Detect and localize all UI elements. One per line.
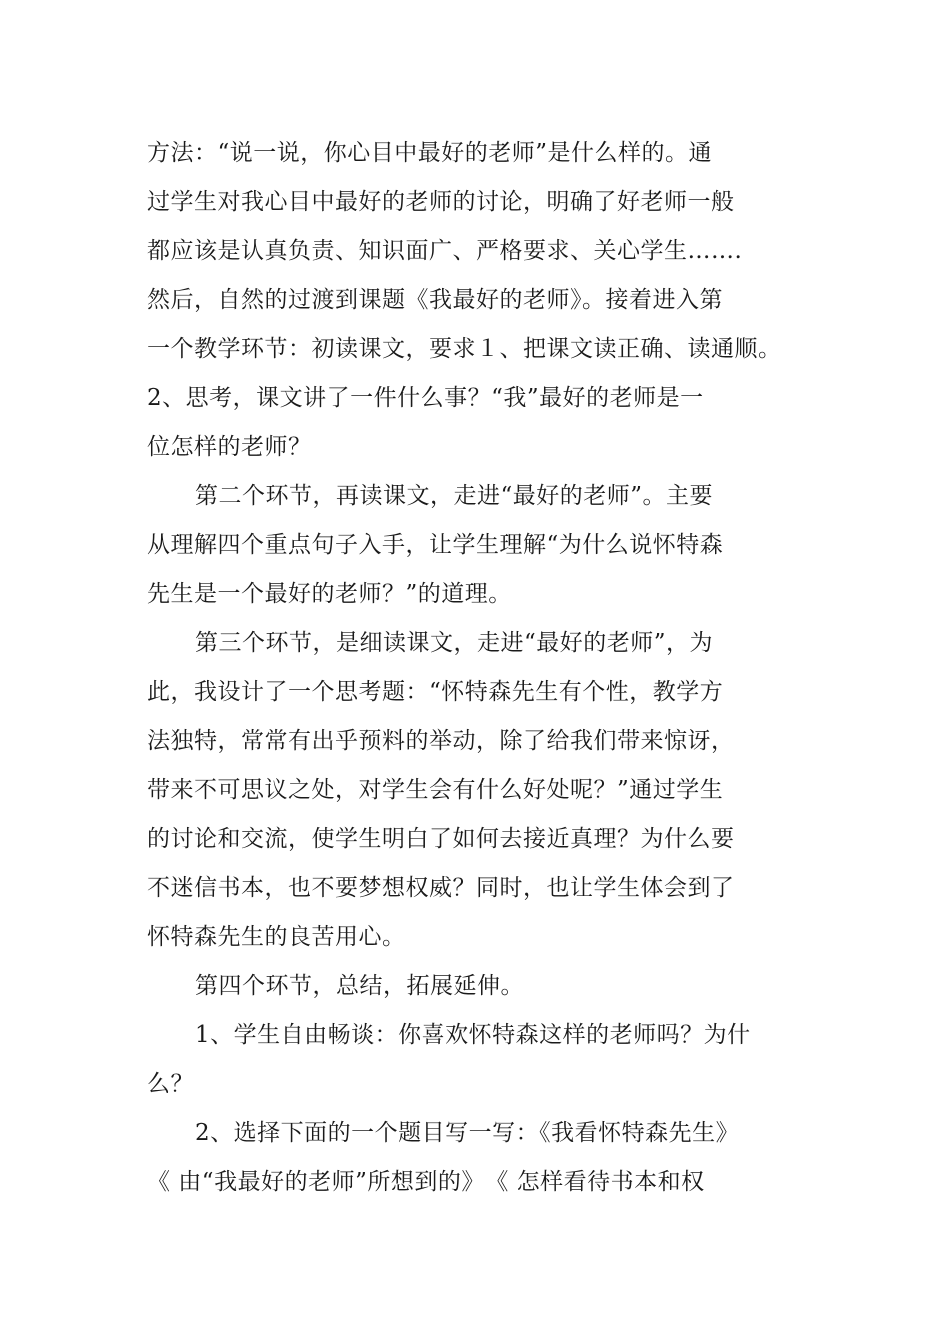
text-line: 2、思考，课文讲了一件什么事？“我”最好的老师是一 xyxy=(147,385,704,411)
paragraph-first-line: 第三个环节，是细读课文，走进“最好的老师”，为 xyxy=(195,630,714,656)
text-line: 都应该是认真负责、知识面广、严格要求、关心学生……. xyxy=(147,238,743,264)
text-line: 不迷信书本，也不要梦想权威？同时，也让学生体会到了 xyxy=(147,875,735,901)
paragraph-first-line: 第二个环节，再读课文，走进“最好的老师”。主要 xyxy=(195,483,714,509)
text-line: 的讨论和交流，使学生明白了如何去接近真理？为什么要 xyxy=(147,826,735,852)
text-line: 先生是一个最好的老师？”的道理。 xyxy=(147,581,512,607)
text-line: 过学生对我心目中最好的老师的讨论，明确了好老师一般 xyxy=(147,189,735,215)
paragraph-first-line: 1、学生自由畅谈：你喜欢怀特森这样的老师吗？为什 xyxy=(195,1022,751,1048)
text-line: 然后，自然的过渡到课题《我最好的老师》。接着进入第 xyxy=(147,287,723,313)
text-line: 怀特森先生的良苦用心。 xyxy=(147,924,406,950)
document-body xyxy=(147,129,807,1207)
text-line: 从理解四个重点句子入手，让学生理解“为什么说怀特森 xyxy=(147,532,724,558)
text-line: 《 由“我最好的老师”所想到的》 《 怎样看待书本和权 xyxy=(147,1169,705,1195)
text-line: 方法：“说一说，你心目中最好的老师”是什么样的。通 xyxy=(147,140,713,166)
text-line: 位怎样的老师？ xyxy=(147,434,312,460)
text-line: 法独特，常常有出乎预料的举动，除了给我们带来惊讶， xyxy=(147,728,735,754)
text-line: 此，我设计了一个思考题：“怀特森先生有个性，教学方 xyxy=(147,679,724,705)
text-line: 带来不可思议之处，对学生会有什么好处呢？”通过学生 xyxy=(147,777,724,803)
paragraph-first-line: 2、选择下面的一个题目写一写：《我看怀特森先生》 xyxy=(195,1120,740,1146)
text-line: 一个教学环节：初读课文，要求１、把课文读正确、读通顺。 xyxy=(147,336,782,362)
text-line: 么？ xyxy=(147,1071,194,1097)
paragraph-first-line: 第四个环节，总结，拓展延伸。 xyxy=(195,973,524,999)
